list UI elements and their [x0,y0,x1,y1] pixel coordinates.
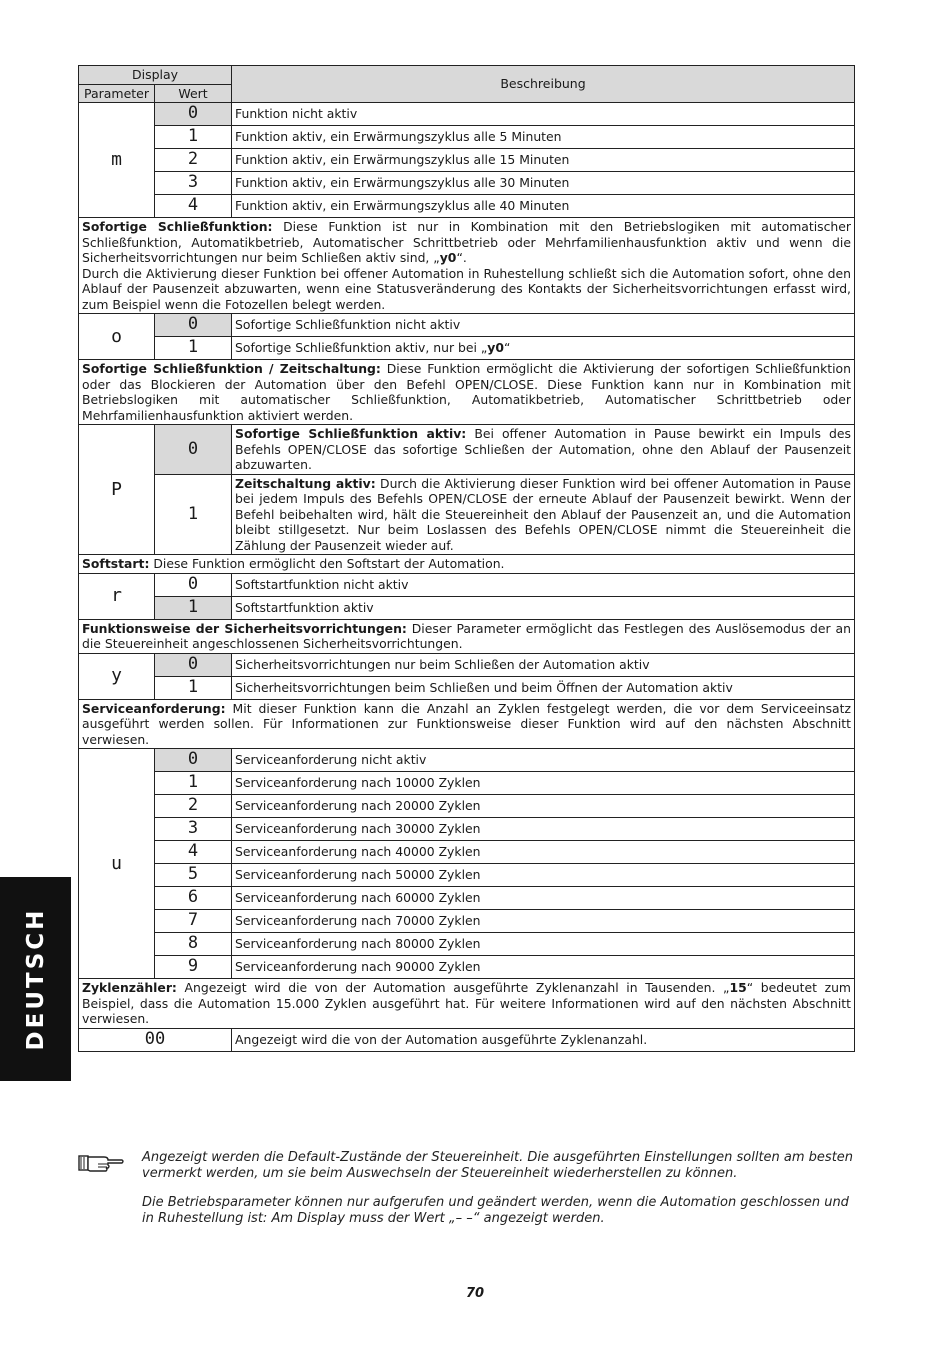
value-cell: 1 [155,676,232,699]
note-title: Funktionsweise der Sicherheitsvorrichtungen: [82,620,407,636]
description-cell: Funktion aktiv, ein Erwärmungszyklus alle 15 Minuten [232,149,855,172]
value-cell: 4 [155,841,232,864]
description-cell: Funktion aktiv, ein Erwärmungszyklus alle 30 Minuten [232,172,855,195]
note-title: Softstart: [82,556,150,571]
description-text: Sofortige Schließfunktion aktiv, nur bei „ [235,340,488,356]
description-cell: Serviceanforderung nach 50000 Zyklen [232,864,855,887]
description-cell: Sicherheitsvorrichtungen beim Schließen und beim Öffnen der Automation aktiv [232,676,855,699]
note-text: Mit dieser Funktion kann die Anzahl an Zyklen festgelegt werden, die vor dem Serviceeinsatz ausgeführt werden sollen. Für Informationen zur Funktionsweise dieser Funktion wird auf den nächsten Abschnitt verwiesen. [82,700,851,747]
value-cell: 7 [155,910,232,933]
pointing-hand-icon [78,1152,124,1174]
value-cell: 3 [155,172,232,195]
description-cell [232,337,855,360]
description-cell: Funktion aktiv, ein Erwärmungszyklus alle 40 Minuten [232,195,855,218]
description-title: Sofortige Schließfunktion aktiv: [235,426,467,441]
value-cell: 1 [155,337,232,360]
description-cell: Serviceanforderung nach 60000 Zyklen [232,887,855,910]
header-display: Display [79,66,232,85]
language-tab [0,877,71,1081]
description-cell [232,474,855,555]
description-text: Durch die Aktivierung dieser Funktion wird bei offener Automation in Pause bei jedem Impuls des Befehls OPEN/CLOSE der erneute Ablauf der Pausenzeit bewirkt. Wenn der Befehl beibehalten wird, hält die Steuereinheit den Ablauf der Pausenzeit an, und die Automation bleibt stillgesetzt. Nur beim Loslassen des Befehls OPEN/CLOSE nimmt die Steuereinheit die Zählung der Pausenzeit wieder auf. [235,475,851,553]
header-description: Beschreibung [232,66,855,103]
description-cell: Sicherheitsvorrichtungen nur beim Schließen der Automation aktiv [232,653,855,676]
description-cell: Funktion nicht aktiv [232,103,855,126]
value-cell: 0 [155,103,232,126]
value-cell: 1 [155,772,232,795]
note-text-2: Durch die Aktivierung dieser Funktion bei offener Automation in Ruhestellung schließt sich die Automation sofort, ohne den Ablauf der Pausenzeit abzuwarten, wenn eine Statusveränderung des Kontakts der Sicherheitsvorrichtungen erfasst wird, zum Beispiel wenn die Fotozellen belegt werden. [82,265,851,312]
description-cell [232,425,855,475]
note-title: Sofortige Schließfunktion / Zeitschaltung: [82,361,381,376]
value-cell: 1 [155,126,232,149]
header-value: Wert [155,84,232,103]
description-cell: Softstartfunktion aktiv [232,596,855,619]
description-cell: Sofortige Schließfunktion nicht aktiv [232,314,855,337]
description-end: “ [504,340,511,356]
note-title: Zyklenzähler: [82,980,177,995]
param-r: r [79,573,155,619]
footnote-parameters: Die Betriebsparameter können nur aufgerufen und geändert werden, wenn die Automation geschlossen und in Ruhestellung ist: Am Display muss der Wert „– –“ angezeigt werden. [142,1195,849,1226]
value-cell: 8 [155,933,232,956]
value-cell: 0 [155,653,232,676]
value-cell: 0 [155,425,232,475]
value-cell: 4 [155,195,232,218]
note-bold: y0 [439,250,457,265]
value-cell: 0 [155,314,232,337]
note-title: Serviceanforderung: [82,700,226,716]
description-text: Bei offener Automation in Pause bewirkt ein Impuls des Befehls OPEN/CLOSE das sofortige Schließen der Automation, ohne den Ablauf der Pausenzeit abzuwarten. [235,426,851,472]
param-p: P [79,425,155,555]
section-note-softstart [79,555,855,574]
param-o: o [79,314,155,360]
note-text-end: “ bedeutet zum Beispiel, dass die Automation 15.000 Zyklen ausgeführt hat. Für weitere Informationen wird auf den nächsten Abschnitt verwiesen. [82,980,851,1026]
value-cell: 2 [155,795,232,818]
description-cell: Serviceanforderung nach 90000 Zyklen [232,956,855,979]
description-cell: Serviceanforderung nach 30000 Zyklen [232,818,855,841]
note-text-end: “. [456,250,467,265]
param-y: y [79,653,155,699]
description-title: Zeitschaltung aktiv: [235,475,376,491]
counter-value-cell: 00 [79,1028,232,1051]
value-cell: 3 [155,818,232,841]
value-cell: 5 [155,864,232,887]
footnote-defaults: Angezeigt werden die Default-Zustände der Steuereinheit. Die ausgeführten Einstellungen sollten am besten vermerkt werden, um sie beim Auswechseln der Steuereinheit wiederherstellen zu können. [142,1150,854,1181]
description-cell: Serviceanforderung nicht aktiv [232,749,855,772]
header-parameter: Parameter [79,84,155,103]
description-cell: Serviceanforderung nach 10000 Zyklen [232,772,855,795]
note-text: Dieser Parameter ermöglicht das Festlegen des Auslösemodus der an die Steuereinheit angeschlossenen Sicherheitsvorrichtungen. [82,620,851,651]
section-note-immediate-close [79,218,855,314]
description-cell: Angezeigt wird die von der Automation ausgeführte Zyklenanzahl. [232,1028,855,1051]
description-cell: Serviceanforderung nach 20000 Zyklen [232,795,855,818]
description-cell: Funktion aktiv, ein Erwärmungszyklus alle 5 Minuten [232,126,855,149]
page-number: 70 [465,1286,485,1301]
value-cell: 1 [155,474,232,555]
description-cell: Serviceanforderung nach 40000 Zyklen [232,841,855,864]
value-cell: 0 [155,573,232,596]
value-cell: 1 [155,596,232,619]
section-note-safety [79,619,855,653]
section-note-timer [79,360,855,425]
note-bold: 15 [729,980,747,995]
section-note-service [79,699,855,749]
note-text: Angezeigt wird die von der Automation ausgeführte Zyklenanzahl in Tausenden. „ [176,980,730,995]
language-tab-label: DEUTSCH [23,907,49,1051]
value-cell: 9 [155,956,232,979]
description-cell: Serviceanforderung nach 70000 Zyklen [232,910,855,933]
value-cell: 6 [155,887,232,910]
value-cell: 2 [155,149,232,172]
description-cell: Serviceanforderung nach 80000 Zyklen [232,933,855,956]
parameter-table [78,65,855,1052]
note-text: Diese Funktion ermöglicht den Softstart der Automation. [149,556,505,571]
note-text: Diese Funktion ist nur in Kombination mit den Betriebslogiken mit automatischer Schließfunktion, Automatikbetrieb, Automatischer Schrittbetrieb oder Mehrfamilienhausfunktion aktiv und wenn die Sicherheitsvorrichtungen nur beim Schließen aktiv sind, „ [82,219,851,265]
description-bold: y0 [487,340,504,356]
param-u: u [79,749,155,979]
section-note-counter [79,979,855,1029]
description-cell: Softstartfunktion nicht aktiv [232,573,855,596]
param-m: m [79,103,155,218]
note-title: Sofortige Schließfunktion: [82,219,273,234]
value-cell: 0 [155,749,232,772]
note-text: Diese Funktion ermöglicht die Aktivierung der sofortigen Schließfunktion oder das Blockieren der Automation über den Befehl OPEN/CLOSE. Diese Funktion kann nur in Kombination mit Betriebslogiken mit automatischer Schließfunktion, Automatikbetrieb, Automatischer Schrittbetrieb oder Mehrfamilienhausfunktion aktiviert werden. [82,361,851,423]
